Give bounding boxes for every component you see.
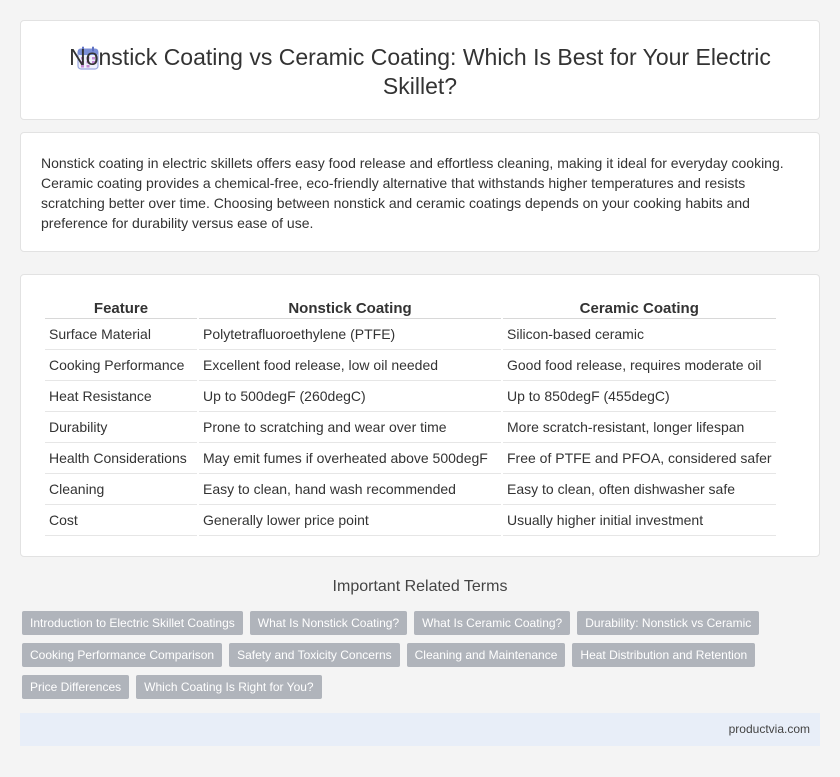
tag-link[interactable]: Introduction to Electric Skillet Coatings <box>22 611 243 635</box>
feature-cell: Cooking Performance <box>45 350 197 381</box>
tag-link[interactable]: Safety and Toxicity Concerns <box>229 643 400 667</box>
feature-cell: Health Considerations <box>45 443 197 474</box>
table-row <box>45 412 776 443</box>
tag-row <box>22 643 822 667</box>
table-row <box>45 505 776 536</box>
related-terms-heading: Important Related Terms <box>332 578 508 595</box>
ceramic-cell: Silicon-based ceramic <box>503 319 776 350</box>
nonstick-cell: Excellent food release, low oil needed <box>199 350 501 381</box>
table-row <box>45 443 776 474</box>
tag-row <box>22 611 822 635</box>
table-header-row <box>45 295 776 319</box>
page-title: Nonstick Coating vs Ceramic Coating: Which Is Best for Your Electric Skillet? <box>69 44 771 99</box>
tag-link[interactable]: What Is Ceramic Coating? <box>414 611 570 635</box>
ceramic-cell: More scratch-resistant, longer lifespan <box>503 412 776 443</box>
intro-card <box>20 132 820 252</box>
tag-link[interactable]: Heat Distribution and Retention <box>572 643 755 667</box>
nonstick-cell: Generally lower price point <box>199 505 501 536</box>
site-name[interactable]: productvia.com <box>728 722 810 736</box>
table-row <box>45 474 776 505</box>
feature-cell: Surface Material <box>45 319 197 350</box>
intro-text: Nonstick coating in electric skillets offers easy food release and effortless cleaning, making it ideal for everyday cooking. Ceramic coating provides a chemical-free, eco-friendly alternative that withstands higher temperatures and resists scratching better over time. Choosing between nonstick and ceramic coatings depends on your cooking habits and preference for durability versus ease of use. <box>41 155 784 231</box>
ceramic-cell: Good food release, requires moderate oil <box>503 350 776 381</box>
ceramic-cell: Easy to clean, often dishwasher safe <box>503 474 776 505</box>
nonstick-cell: Easy to clean, hand wash recommended <box>199 474 501 505</box>
nonstick-cell: Prone to scratching and wear over time <box>199 412 501 443</box>
footer <box>20 713 820 746</box>
column-header-ceramic: Ceramic Coating <box>503 295 776 319</box>
column-header-nonstick: Nonstick Coating <box>199 295 501 319</box>
tag-link[interactable]: Which Coating Is Right for You? <box>136 675 321 699</box>
ceramic-cell: Usually higher initial investment <box>503 505 776 536</box>
table-row <box>45 350 776 381</box>
title-card <box>20 20 820 120</box>
table-row <box>45 381 776 412</box>
tag-link[interactable]: Cleaning and Maintenance <box>407 643 566 667</box>
nonstick-cell: Up to 500degF (260degC) <box>199 381 501 412</box>
feature-cell: Cleaning <box>45 474 197 505</box>
comparison-table-card <box>20 274 820 557</box>
tag-link[interactable]: Cooking Performance Comparison <box>22 643 222 667</box>
tag-link[interactable]: What Is Nonstick Coating? <box>250 611 407 635</box>
related-terms-tags <box>22 611 822 707</box>
nonstick-cell: Polytetrafluoroethylene (PTFE) <box>199 319 501 350</box>
comparison-table <box>43 295 778 536</box>
tag-link[interactable]: Price Differences <box>22 675 129 699</box>
tag-link[interactable]: Durability: Nonstick vs Ceramic <box>577 611 759 635</box>
ceramic-cell: Free of PTFE and PFOA, considered safer <box>503 443 776 474</box>
ceramic-cell: Up to 850degF (455degC) <box>503 381 776 412</box>
feature-cell: Cost <box>45 505 197 536</box>
table-row <box>45 319 776 350</box>
feature-cell: Heat Resistance <box>45 381 197 412</box>
nonstick-cell: May emit fumes if overheated above 500degF <box>199 443 501 474</box>
column-header-feature: Feature <box>45 295 197 319</box>
feature-cell: Durability <box>45 412 197 443</box>
tag-row <box>22 675 822 699</box>
